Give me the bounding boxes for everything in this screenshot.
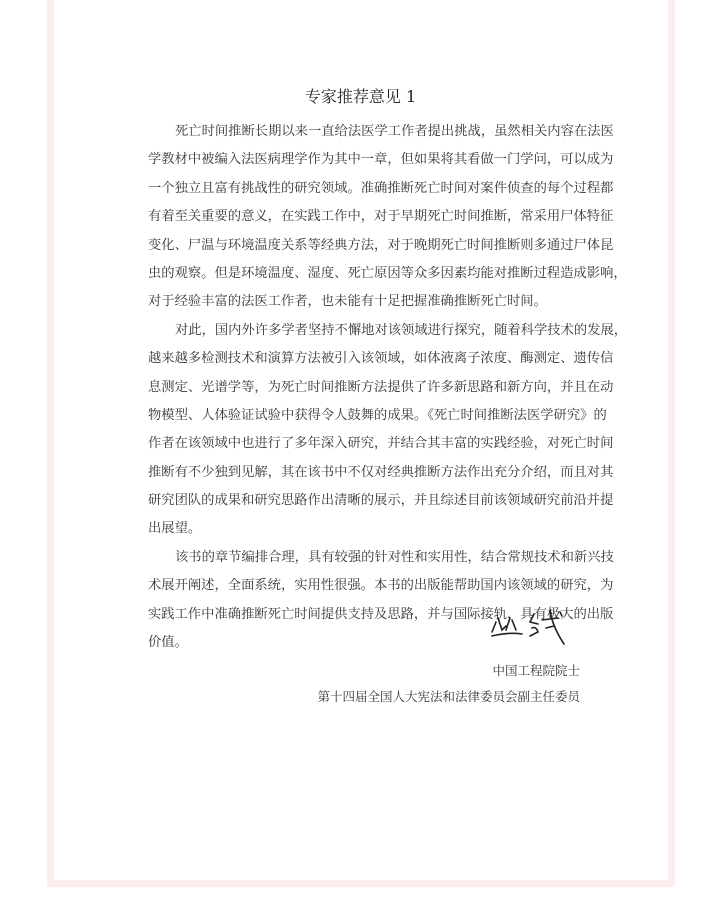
paragraph-line: 越来越多检测技术和演算方法被引入该领域，如体液离子浓度、酶测定、遗传信: [148, 351, 614, 367]
paragraph-line: 出展望。: [148, 521, 202, 537]
affiliation-academician: 中国工程院院士: [492, 663, 580, 678]
recommendation-body: [148, 118, 628, 657]
affiliation-committee: 第十四届全国人大宪法和法律委员会副主任委员: [317, 689, 580, 704]
paragraph-line: 研究团队的成果和研究思路作出清晰的展示，并且综述目前该领域研究前沿并提: [148, 493, 614, 509]
paragraph-line: 该书的章节编排合理，具有较强的针对性和实用性，结合常规技术和新兴技: [175, 549, 614, 565]
paragraph-line: 变化、尸温与环境温度关系等经典方法，对于晚期死亡时间推断则多通过尸体昆: [148, 237, 614, 253]
paragraph-line: 对于经验丰富的法医工作者，也未能有十足把握准确推断死亡时间。: [148, 294, 547, 310]
paragraph-line: 作者在该领域中也进行了多年深入研究，并结合其丰富的实践经验，对死亡时间: [148, 436, 614, 452]
paragraph-line: 术展开阐述，全面系统，实用性很强。本书的出版能帮助国内该领域的研究，为: [148, 578, 614, 594]
paragraph-line: 息测定、光谱学等，为死亡时间推断方法提供了许多新思路和新方向，并且在动: [148, 379, 614, 395]
paragraph-line: 有着至关重要的意义，在实践工作中，对于早期死亡时间推断，常采用尸体特征: [148, 209, 614, 225]
paragraph-line: 实践工作中准确推断死亡时间提供支持及思路，并与国际接轨，具有极大的出版: [148, 606, 614, 622]
paragraph-line: 学教材中被编入法医病理学作为其中一章，但如果将其看做一门学问，可以成为: [148, 152, 614, 168]
paragraph-line: 对此，国内外许多学者坚持不懈地对该领域进行探究，随着科学技术的发展，: [175, 322, 628, 338]
paragraph-line: 虫的观察。但是环境温度、湿度、死亡原因等众多因素均能对推断过程造成影响，: [148, 265, 627, 281]
page-title: 专家推荐意见 1: [304, 87, 417, 106]
paragraph-line: 物模型、人体验证试验中获得令人鼓舞的成果。《死亡时间推断法医学研究》的: [148, 407, 607, 423]
paragraph-line: 价值。: [148, 635, 188, 651]
handwritten-signature: [488, 592, 578, 652]
paragraph-line: 推断有不少独到见解，其在该书中不仅对经典推断方法作出充分介绍，而且对其: [148, 464, 614, 480]
paragraph-line: 死亡时间推断长期以来一直给法医学工作者提出挑战，虽然相关内容在法医: [175, 124, 614, 139]
paragraph-line: 一个独立且富有挑战性的研究领域。准确推断死亡时间对案件侦查的每个过程都: [148, 180, 614, 196]
